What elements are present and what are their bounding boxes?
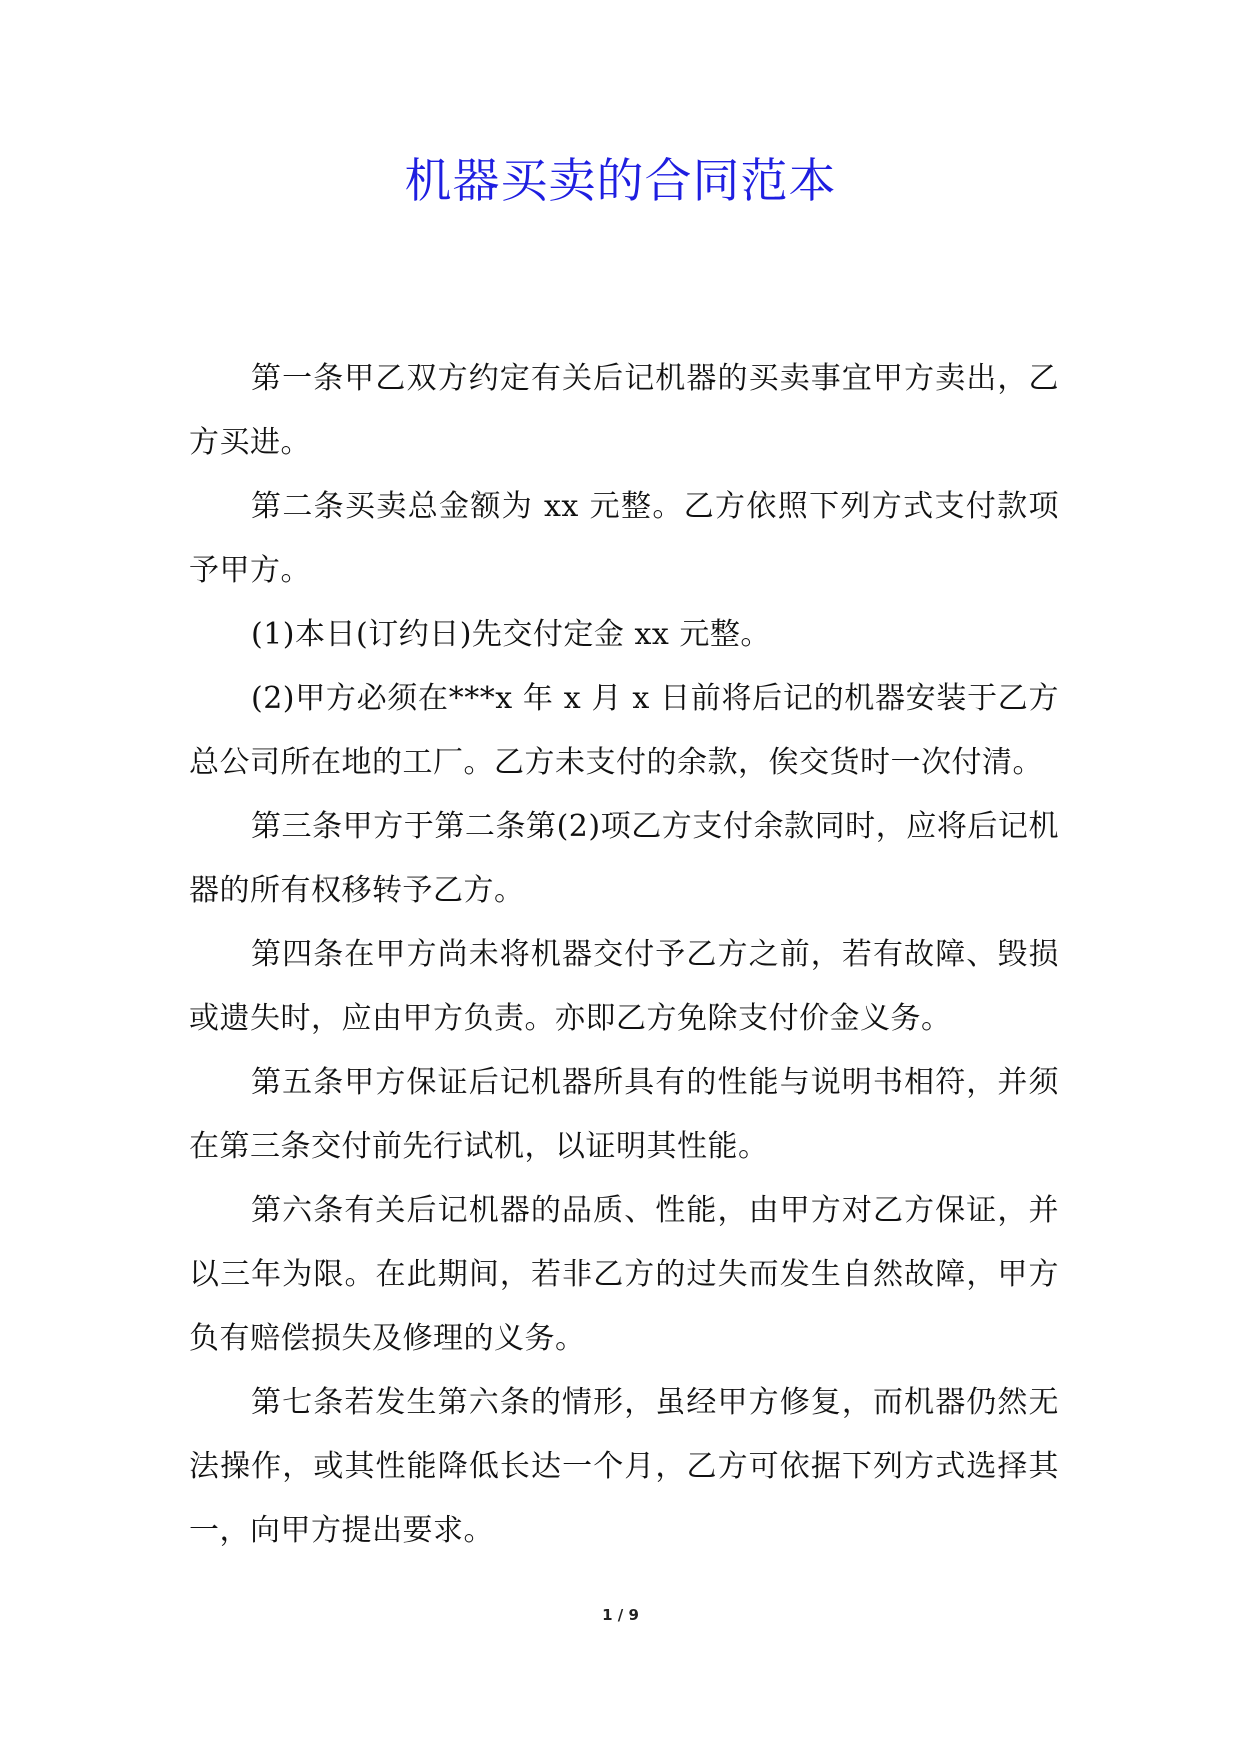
- paragraph-item-2: (2)甲方必须在***x 年 x 月 x 日前将后记的机器安装于乙方总公司所在地的工厂。乙方未支付的余款，俟交货时一次付清。: [189, 681, 1059, 780]
- paragraph-article-3: 第三条甲方于第二条第(2)项乙方支付余款同时，应将后记机器的所有权移转予乙方。: [189, 809, 1059, 908]
- page-number: 1 / 9: [602, 1606, 639, 1624]
- paragraph-article-1: 第一条甲乙双方约定有关后记机器的买卖事宜甲方卖出，乙方买进。: [189, 361, 1059, 460]
- paragraph-item-1: (1)本日(订约日)先交付定金 xx 元整。: [251, 617, 771, 652]
- paragraph-article-4: 第四条在甲方尚未将机器交付予乙方之前，若有故障、毁损或遗失时，应由甲方负责。亦即乙方免除支付价金义务。: [189, 937, 1059, 1036]
- paragraph-article-2: 第二条买卖总金额为 xx 元整。乙方依照下列方式支付款项予甲方。: [189, 489, 1059, 588]
- paragraph-article-7: 第七条若发生第六条的情形，虽经甲方修复，而机器仍然无法操作，或其性能降低长达一个月，乙方可依据下列方式选择其一，向甲方提出要求。: [189, 1385, 1059, 1548]
- paragraph-article-5: 第五条甲方保证后记机器所具有的性能与说明书相符，并须在第三条交付前先行试机，以证明其性能。: [189, 1065, 1059, 1164]
- document-body: [189, 347, 1059, 1563]
- document-title: 机器买卖的合同范本: [404, 154, 837, 209]
- paragraph-article-6: 第六条有关后记机器的品质、性能，由甲方对乙方保证，并以三年为限。在此期间，若非乙方的过失而发生自然故障，甲方负有赔偿损失及修理的义务。: [189, 1193, 1059, 1356]
